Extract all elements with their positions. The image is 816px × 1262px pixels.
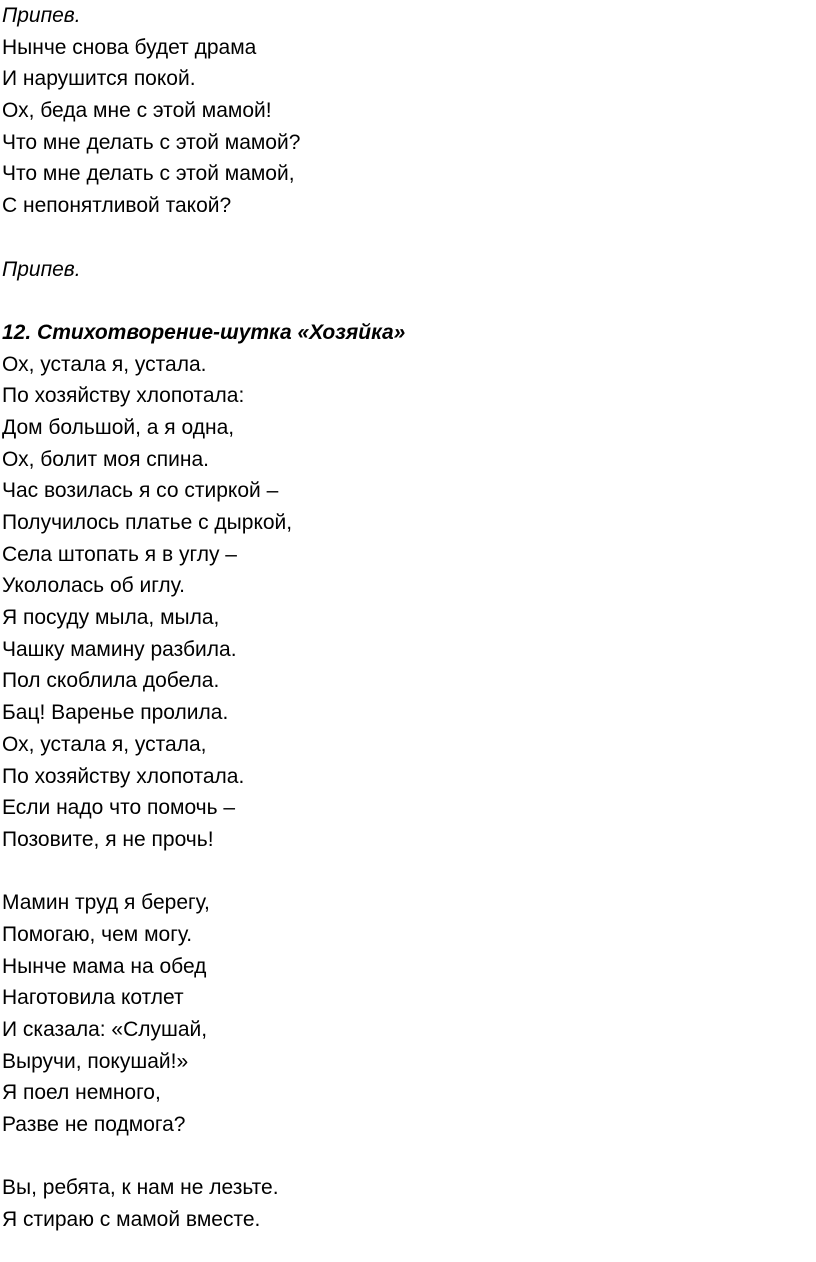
verse-line: Вы, ребята, к нам не лезьте.: [2, 1176, 279, 1200]
verse-line: Наготовила котлет: [2, 986, 184, 1010]
verse-line: Ох, беда мне с этой мамой!: [2, 99, 272, 123]
verse-line: Ох, болит моя спина.: [2, 447, 209, 471]
document-page: [2, 0, 812, 1236]
verse-line: Пол скоблила добела.: [2, 669, 220, 693]
verse-line: Бац! Варенье пролила.: [2, 701, 229, 725]
verse-line: Что мне делать с этой мамой?: [2, 130, 301, 154]
poem-heading: 12. Стихотворение-шутка «Хозяйка»: [2, 320, 406, 344]
stanza-gap: [2, 222, 812, 254]
stanza-gap: [2, 856, 812, 888]
verse-line: Позовите, я не прочь!: [2, 827, 214, 851]
verse-line: Нынче снова будет драма: [2, 35, 257, 59]
verse-line: Ох, устала я, устала.: [2, 352, 207, 376]
refrain-label: Припев.: [2, 4, 81, 27]
stanza-gap: [2, 285, 812, 317]
verse-line: Села штопать я в углу –: [2, 542, 237, 566]
verse-line: Нынче мама на обед: [2, 954, 207, 978]
verse-line: По хозяйству хлопотала.: [2, 764, 245, 788]
verse-line: И нарушится покой.: [2, 67, 196, 91]
verse-line: С непонятливой такой?: [2, 194, 232, 218]
verse-line: Помогаю, чем могу.: [2, 922, 193, 946]
verse-line: Разве не подмога?: [2, 1113, 186, 1137]
verse-line: И сказала: «Слушай,: [2, 1018, 208, 1041]
verse-line: Ох, устала я, устала,: [2, 732, 207, 756]
verse-line: Мамин труд я берегу,: [2, 891, 210, 915]
verse-line: Я стираю с мамой вместе.: [2, 1208, 261, 1232]
stanza-gap: [2, 1141, 812, 1173]
verse-line: По хозяйству хлопотала:: [2, 384, 245, 408]
verse-line: Укололась об иглу.: [2, 574, 185, 598]
verse-line: Я посуду мыла, мыла,: [2, 606, 220, 630]
verse-line: Выручи, покушай!»: [2, 1049, 189, 1073]
verse-line: Час возилась я со стиркой –: [2, 479, 279, 503]
verse-line: Я поел немного,: [2, 1081, 161, 1105]
verse-line: Получилось платье с дыркой,: [2, 511, 293, 534]
refrain-label: Припев.: [2, 257, 81, 281]
verse-line: Если надо что помочь –: [2, 796, 236, 820]
verse-line: Чашку мамину разбила.: [2, 637, 237, 661]
verse-line: Дом большой, а я одна,: [2, 415, 235, 439]
verse-line: Что мне делать с этой мамой,: [2, 162, 295, 186]
